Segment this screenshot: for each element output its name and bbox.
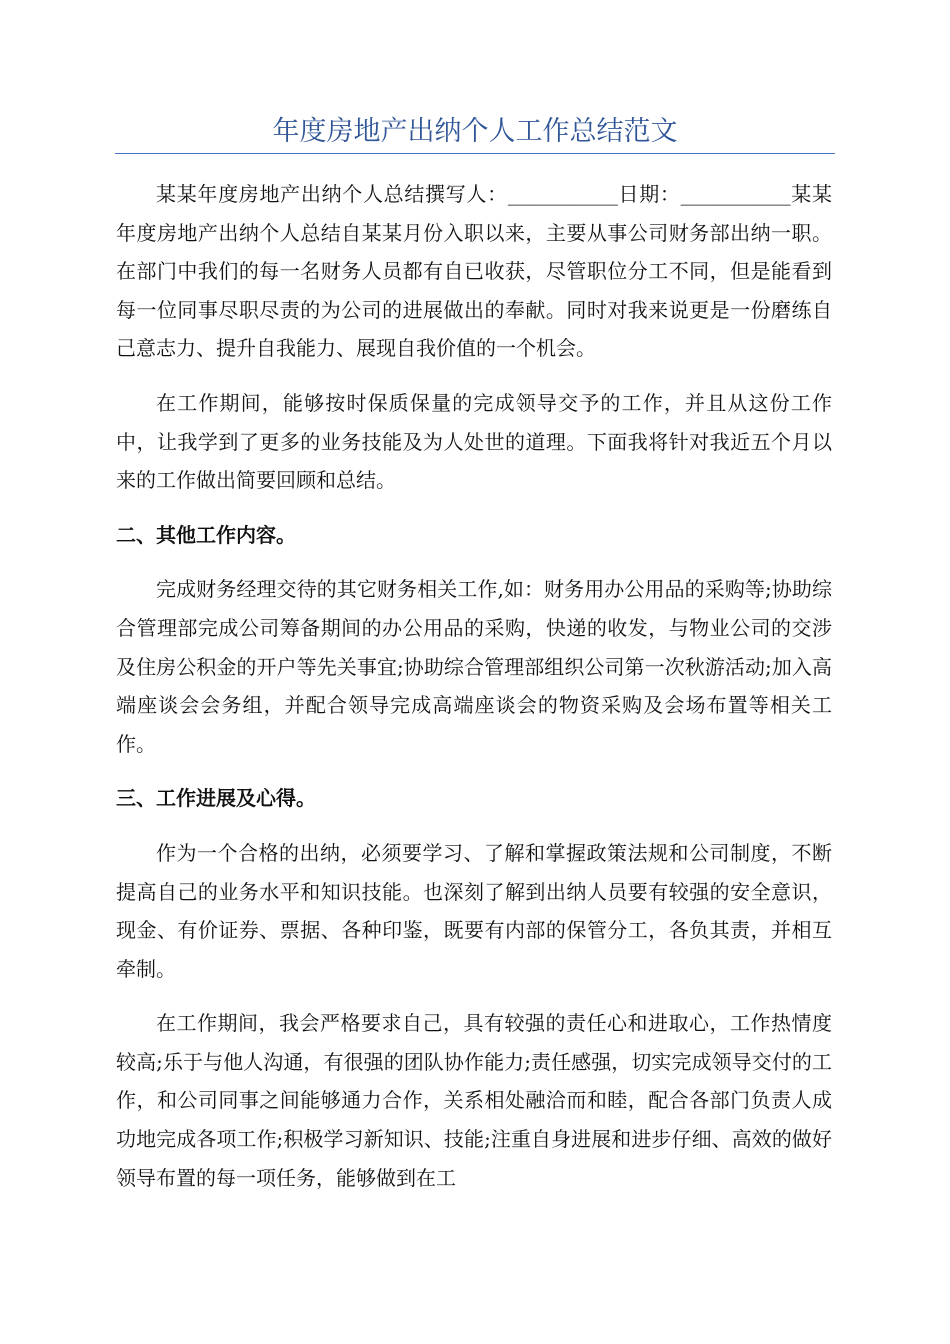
paragraph-intro: 某某年度房地产出纳个人总结撰写人：___________日期：___________某某年度房地产出纳个人总结自某某月份入职以来，主要从事公司财务部出纳一职。在部门中我们的每一名财务人员都有自已收获，尽管职位分工不同，但是能看到每一位同事尽职尽责的为公司的进展做出的奉献。同时对我来说更是一份磨练自己意志力、提升自我能力、展现自我价值的一个机会。: [116, 182, 832, 361]
title-underline: [115, 153, 835, 154]
paragraph-work-period: 在工作期间，能够按时保质保量的完成领导交予的工作，并且从这份工作中，让我学到了更多的业务技能及为人处世的道理。下面我将针对我近五个月以来的工作做出简要回顾和总结。: [116, 390, 832, 493]
section-heading-other-work: 二、其他工作内容。: [116, 522, 296, 547]
paragraph-progress-2: 在工作期间，我会严格要求自己，具有较强的责任心和进取心，工作热情度较高;乐于与他人沟通，有很强的团队协作能力;责任感强，切实完成领导交付的工作，和公司同事之间能够通力合作，关系相处融洽而和睦，配合各部门负责人成功地完成各项工作;积极学习新知识、技能;注重自身进展和进步仔细、高效的做好领导布置的每一项任务，能够做到在工: [116, 1011, 832, 1190]
section-heading-progress: 三、工作进展及心得。: [116, 786, 316, 811]
document-body: [116, 175, 832, 1213]
paragraph-progress-1: 作为一个合格的出纳，必须要学习、了解和掌握政策法规和公司制度，不断提高自己的业务水平和知识技能。也深刻了解到出纳人员要有较强的安全意识，现金、有价证券、票据、各种印鉴，既要有内部的保管分工，各负其责，并相互牵制。: [116, 840, 832, 981]
paragraph-other-work: 完成财务经理交待的其它财务相关工作,如：财务用办公用品的采购等;协助综合管理部完成公司筹备期间的办公用品的采购，快递的收发，与物业公司的交涉及住房公积金的开户等先关事宜;协助综合管理部组织公司第一次秋游活动;加入高端座谈会会务组，并配合领导完成高端座谈会的物资采购及会场布置等相关工作。: [116, 577, 832, 756]
document-title: 年度房地产出纳个人工作总结范文: [272, 116, 678, 147]
